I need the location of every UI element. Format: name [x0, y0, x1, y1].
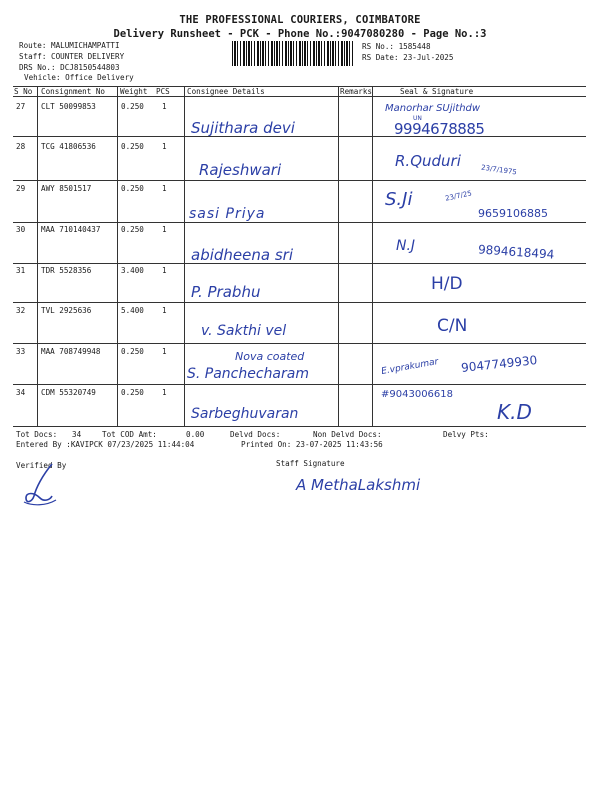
entered-by: Entered By :KAVIPCK 07/23/2025 11:44:04: [16, 440, 195, 449]
row-consignee-handwritten: sasi Priya: [189, 206, 266, 222]
row-sno: 28: [16, 142, 26, 151]
row-seal-handwritten: Manorhar SUjithdw: [385, 103, 481, 114]
col-header-seal: Seal & Signature: [400, 87, 474, 96]
runsheet-subtitle: Delivery Runsheet - PCK - Phone No.:9047080280 - Page No.:3: [113, 28, 487, 40]
col-header-sno: S No: [14, 87, 33, 96]
row-pcs: 1: [162, 184, 167, 193]
row-seal-handwritten: S.Ji: [385, 189, 413, 210]
row-seal-handwritten: K.D: [497, 400, 532, 424]
row-sno: 30: [16, 225, 26, 234]
row-consignee-handwritten: abidheena sri: [191, 246, 293, 264]
runsheet-table: [13, 86, 586, 427]
row-weight: 5.400: [121, 306, 144, 315]
rs-date: RS Date: 23-Jul-2025: [362, 53, 454, 62]
row-seal-phone: 9994678885: [394, 120, 485, 138]
row-pcs: 1: [162, 225, 167, 234]
row-seal-handwritten: N.J: [396, 238, 416, 254]
staff-signature-handwritten: A MethaLakshmi: [296, 476, 421, 494]
tot-docs-value: 34: [72, 430, 82, 439]
row-weight: 0.250: [121, 347, 144, 356]
row-weight: 0.250: [121, 388, 144, 397]
row-seal-handwritten: R.Quduri: [395, 152, 461, 170]
row-pcs: 1: [162, 388, 167, 397]
col-header-pcs: PCS: [156, 87, 170, 96]
row-consignment: TVL 2925636: [41, 306, 92, 315]
col-header-remarks: Remarks: [340, 87, 373, 96]
col-header-consignee: Consignee Details: [187, 87, 265, 96]
row-pcs: 1: [162, 306, 167, 315]
col-header-weight: Weight: [120, 87, 148, 96]
row-sno: 34: [16, 388, 26, 397]
row-sno: 29: [16, 184, 26, 193]
verified-by-signature: [22, 462, 62, 508]
row-consignee-handwritten: S. Panchecharam: [187, 366, 309, 382]
route-label: Route: MALUMICHAMPATTI: [19, 41, 120, 50]
row-seal-phone: 9659106885: [478, 207, 548, 220]
row-consignee-handwritten: P. Prabhu: [191, 283, 261, 301]
staff-label: Staff: COUNTER DELIVERY: [19, 52, 125, 61]
row-pcs: 1: [162, 102, 167, 111]
row-consignment: CLT 50099853: [41, 102, 96, 111]
printed-on: Printed On: 23-07-2025 11:43:56: [241, 440, 383, 449]
non-delvd-docs-label: Non Delvd Docs:: [313, 430, 382, 439]
barcode-image: [232, 41, 354, 66]
row-consignee-handwritten: Sujithara devi: [191, 119, 295, 137]
row-consignee-handwritten: v. Sakthi vel: [201, 323, 287, 339]
row-consignment: TDR 5528356: [41, 266, 92, 275]
row-seal-phone: #9043006618: [381, 389, 454, 400]
row-seal-handwritten: C/N: [437, 316, 468, 336]
row-seal-handwritten: E.vprakumar: [380, 357, 440, 377]
row-sno: 33: [16, 347, 26, 356]
company-title: THE PROFESSIONAL COURIERS, COIMBATORE: [179, 14, 421, 26]
row-pcs: 1: [162, 347, 167, 356]
verified-by-label: Verified By: [16, 461, 67, 470]
row-weight: 0.250: [121, 142, 144, 151]
row-sno: 31: [16, 266, 26, 275]
row-consignment: TCG 41806536: [41, 142, 96, 151]
row-consignee-handwritten: Rajeshwari: [199, 161, 282, 179]
row-pcs: 1: [162, 266, 167, 275]
row-sno: 32: [16, 306, 26, 315]
row-weight: 0.250: [121, 225, 144, 234]
row-sno: 27: [16, 102, 26, 111]
delvy-pts-label: Delvy Pts:: [443, 430, 489, 439]
row-seal-date: 23/7/25: [444, 189, 473, 203]
row-seal-note: UN: [413, 115, 422, 122]
rs-number: RS No.: 1585448: [362, 42, 431, 51]
row-weight: 3.400: [121, 266, 144, 275]
tot-cod-label: Tot COD Amt:: [102, 430, 157, 439]
row-pcs: 1: [162, 142, 167, 151]
row-consignment: CDM 55320749: [41, 388, 96, 397]
row-consignment: MAA 708749948: [41, 347, 101, 356]
row-weight: 0.250: [121, 184, 144, 193]
row-seal-date: 23/7/1975: [480, 163, 518, 177]
tot-cod-value: 0.00: [186, 430, 205, 439]
row-consignee-handwritten: Sarbeghuvaran: [191, 406, 299, 422]
vehicle-label: Vehicle: Office Delivery: [24, 73, 134, 82]
delvd-docs-label: Delvd Docs:: [230, 430, 281, 439]
row-seal-phone: 9894618494: [477, 242, 555, 262]
col-header-consignment: Consignment No: [41, 87, 106, 96]
row-seal-phone: 9047749930: [460, 353, 538, 375]
row-consignment: MAA 710140437: [41, 225, 101, 234]
row-seal-handwritten: H/D: [431, 274, 463, 294]
row-consignment: AWY 8501517: [41, 184, 92, 193]
staff-signature-label: Staff Signature: [276, 459, 345, 468]
tot-docs-label: Tot Docs:: [16, 430, 58, 439]
drs-label: DRS No.: DCJ8150544803: [19, 63, 120, 72]
row-weight: 0.250: [121, 102, 144, 111]
row-consignee-note: Nova coated: [235, 350, 305, 363]
